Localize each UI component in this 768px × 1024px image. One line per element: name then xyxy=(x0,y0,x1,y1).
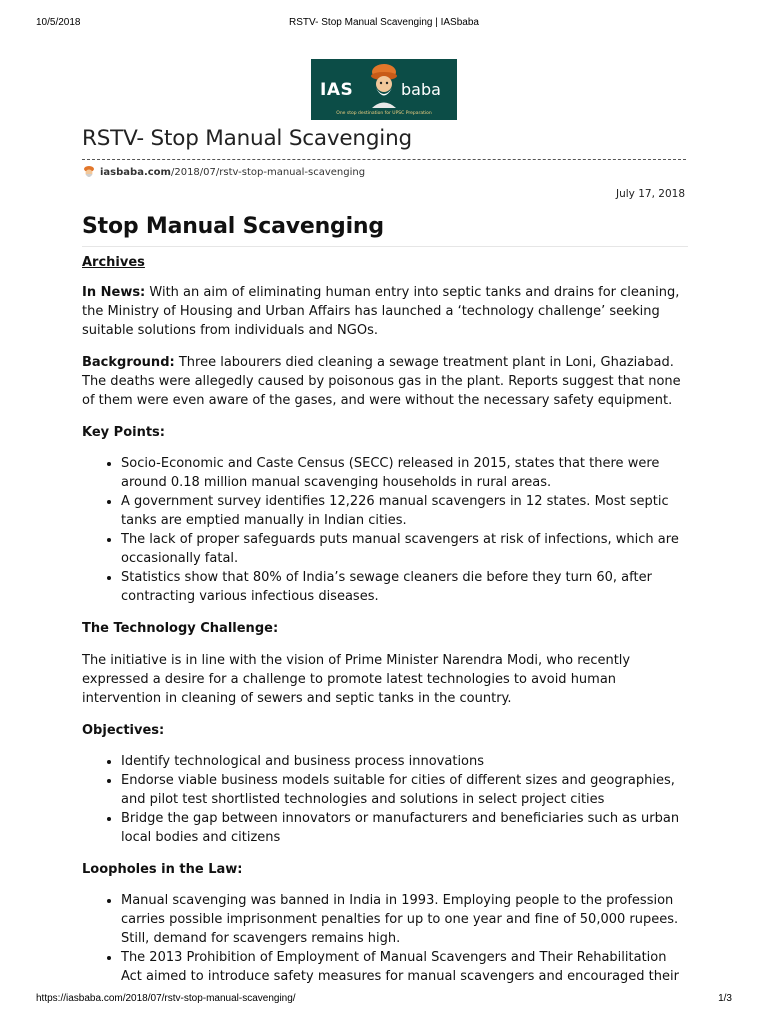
source-domain: iasbaba.com xyxy=(100,166,171,178)
objectives-list xyxy=(82,752,688,847)
key-points-heading: Key Points: xyxy=(82,425,165,440)
print-date: 10/5/2018 xyxy=(36,17,81,28)
in-news-paragraph xyxy=(82,283,688,340)
list-item: • Bridge the gap between innovators or manufacturers and beneficiaries such as urban local bodies and citizens xyxy=(121,809,688,847)
key-points-list xyxy=(82,454,688,606)
technology-challenge-heading: The Technology Challenge: xyxy=(82,621,279,636)
title-divider xyxy=(82,159,686,160)
print-page-title: RSTV- Stop Manual Scavenging | IASbaba xyxy=(289,17,479,28)
logo-text-ias: IAS xyxy=(320,80,354,100)
article-title: Stop Manual Scavenging xyxy=(82,214,688,247)
background-paragraph xyxy=(82,353,688,410)
loopholes-list xyxy=(82,891,688,986)
print-footer-url: https://iasbaba.com/2018/07/rstv-stop-manual-scavenging/ xyxy=(36,993,296,1004)
background-text: Three labourers died cleaning a sewage treatment plant in Loni, Ghaziabad. The deaths were allegedly caused by poisonous gas in the plant. Reports suggest that none of them were even aware of the gases, and were without the necessary safety equipment. xyxy=(82,355,681,408)
list-item: • Identify technological and business process innovations xyxy=(121,752,688,771)
list-item: • Socio-Economic and Caste Census (SECC) released in 2015, states that there were around 0.18 million manual scavenging households in rural areas. xyxy=(121,454,688,492)
in-news-text: With an aim of eliminating human entry into septic tanks and drains for cleaning, the Ministry of Housing and Urban Affairs has launched a ‘technology challenge’ seeking suitable solutions from individuals and NGOs. xyxy=(82,285,680,338)
site-favicon-icon xyxy=(82,165,96,179)
source-url[interactable] xyxy=(82,165,365,179)
source-path: /2018/07/rstv-stop-manual-scavenging xyxy=(170,166,366,178)
print-header xyxy=(36,17,732,31)
page-title: RSTV- Stop Manual Scavenging xyxy=(82,126,412,151)
objectives-heading: Objectives: xyxy=(82,723,165,738)
list-item: • Statistics show that 80% of India’s sewage cleaners die before they turn 60, after contracting various infectious diseases. xyxy=(121,568,688,606)
background-label: Background: xyxy=(82,355,175,370)
list-item: • Endorse viable business models suitable for cities of different sizes and geographies, and pilot test shortlisted technologies and solutions in select project cities xyxy=(121,771,688,809)
loopholes-heading: Loopholes in the Law: xyxy=(82,862,243,877)
iasbaba-logo[interactable] xyxy=(311,59,457,120)
print-footer xyxy=(36,993,732,1007)
list-item: • Manual scavenging was banned in India in 1993. Employing people to the profession carries possible imprisonment penalties for up to one year and fine of 50,000 rupees. Still, demand for scavengers remains high. xyxy=(121,891,688,948)
technology-challenge-paragraph: The initiative is in line with the vision of Prime Minister Narendra Modi, who recently expressed a desire for a challenge to promote latest technologies to avoid human intervention in cleaning of sewers and septic tanks in the country. xyxy=(82,653,631,706)
list-item: • The lack of proper safeguards puts manual scavengers at risk of infections, which are occasionally fatal. xyxy=(121,530,688,568)
list-item: • The 2013 Prohibition of Employment of Manual Scavengers and Their Rehabilitation Act aimed to introduce safety measures for manual scavengers and encouraged their xyxy=(121,948,688,986)
published-date: July 17, 2018 xyxy=(616,188,685,200)
logo-text-baba: baba xyxy=(401,80,441,99)
list-item: • A government survey identifies 12,226 manual scavengers in 12 states. Most septic tanks are emptied manually in Indian cities. xyxy=(121,492,688,530)
print-page-number: 1/3 xyxy=(718,993,732,1004)
in-news-label: In News: xyxy=(82,285,146,300)
archives-link[interactable]: Archives xyxy=(82,255,145,270)
baba-mascot-icon xyxy=(363,61,405,109)
logo-tagline: One stop destination for UPSC Preparation xyxy=(336,111,432,116)
article-body xyxy=(82,214,688,986)
